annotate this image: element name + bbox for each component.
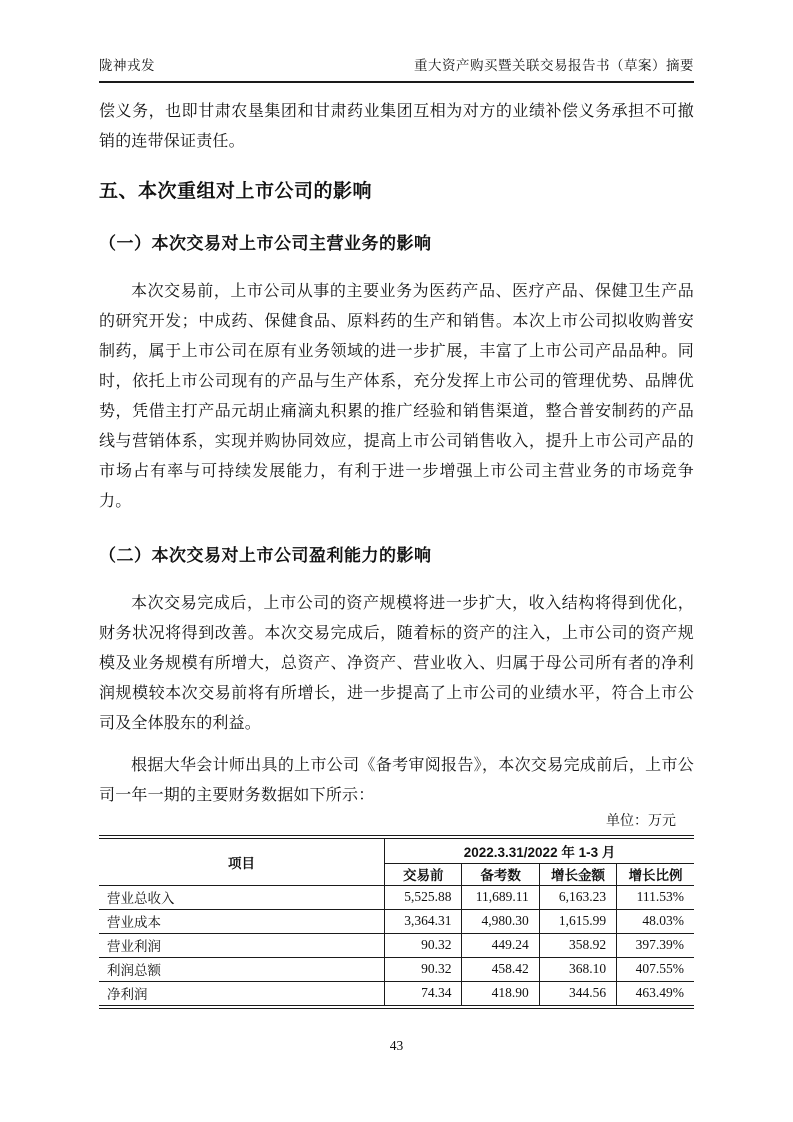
value-cell: 463.49% (617, 981, 694, 1005)
value-cell: 74.34 (385, 981, 462, 1005)
subsection-2-paragraph-2: 根据大华会计师出具的上市公司《备考审阅报告》，本次交易完成前后，上市公司一年一期的主要财务数据如下所示： (99, 757, 694, 804)
value-cell: 458.42 (462, 957, 539, 981)
table-row (99, 981, 694, 1005)
item-cell: 净利润 (99, 981, 385, 1005)
value-cell: 90.32 (385, 957, 462, 981)
value-cell: 4,980.30 (462, 909, 539, 933)
value-cell: 90.32 (385, 933, 462, 957)
subsection-1-heading: （一）本次交易对上市公司主营业务的影响 (99, 234, 432, 253)
section-heading: 五、本次重组对上市公司的影响 (99, 181, 373, 202)
financial-table (99, 839, 694, 1005)
value-cell: 111.53% (617, 885, 694, 909)
value-cell: 3,364.31 (385, 909, 462, 933)
content-area (99, 0, 694, 1009)
value-cell: 5,525.88 (385, 885, 462, 909)
carryover-paragraph: 偿义务，也即甘肃农垦集团和甘肃药业集团互相为对方的业绩补偿义务承担不可撤销的连带保证责任。 (99, 103, 694, 150)
column-header-proforma: 备考数 (462, 863, 539, 885)
column-header-growth-amount: 增长金额 (539, 863, 616, 885)
table-header-row-1 (99, 839, 694, 863)
item-cell: 营业成本 (99, 909, 385, 933)
table-row (99, 909, 694, 933)
subsection-2-heading: （二）本次交易对上市公司盈利能力的影响 (99, 546, 432, 565)
table-row (99, 885, 694, 909)
item-column-header: 项目 (99, 839, 385, 885)
value-cell: 407.55% (617, 957, 694, 981)
column-header-pre-deal: 交易前 (385, 863, 462, 885)
value-cell: 358.92 (539, 933, 616, 957)
value-cell: 449.24 (462, 933, 539, 957)
period-column-header: 2022.3.31/2022 年 1-3 月 (385, 839, 694, 863)
item-cell: 利润总额 (99, 957, 385, 981)
value-cell: 418.90 (462, 981, 539, 1005)
value-cell: 6,163.23 (539, 885, 616, 909)
header-company-name: 陇神戎发 (99, 58, 155, 73)
page-number: 43 (389, 1038, 404, 1053)
value-cell: 368.10 (539, 957, 616, 981)
column-header-growth-ratio: 增长比例 (617, 863, 694, 885)
value-cell: 397.39% (617, 933, 694, 957)
table-row (99, 933, 694, 957)
item-cell: 营业利润 (99, 933, 385, 957)
value-cell: 1,615.99 (539, 909, 616, 933)
value-cell: 11,689.11 (462, 885, 539, 909)
value-cell: 344.56 (539, 981, 616, 1005)
subsection-1-paragraph: 本次交易前，上市公司从事的主要业务为医药产品、医疗产品、保健卫生产品的研究开发；中成药、保健食品、原料药的生产和销售。本次上市公司拟收购普安制药，属于上市公司在原有业务领域的进一步扩展，丰富了上市公司产品品种。同时，依托上市公司现有的产品与生产体系，充分发挥上市公司的管理优势、品牌优势，凭借主打产品元胡止痛滴丸积累的推广经验和销售渠道，整合普安制药的产品线与营销体系，实现并购协同效应，提高上市公司销售收入，提升上市公司产品的市场占有率与可持续发展能力，有利于进一步增强上市公司主营业务的市场竞争力。 (99, 283, 694, 510)
financial-table-wrapper (99, 835, 694, 1009)
header-document-title: 重大资产购买暨关联交易报告书（草案）摘要 (414, 58, 694, 73)
value-cell: 48.03% (617, 909, 694, 933)
item-cell: 营业总收入 (99, 885, 385, 909)
table-unit-note: 单位：万元 (606, 814, 676, 829)
subsection-2-paragraph-1: 本次交易完成后，上市公司的资产规模将进一步扩大，收入结构将得到优化，财务状况将得到改善。本次交易完成后，随着标的资产的注入，上市公司的资产规模及业务规模有所增大，总资产、净资产、营业收入、归属于母公司所有者的净利润规模较本次交易前将有所增长，进一步提高了上市公司的业绩水平，符合上市公司及全体股东的利益。 (99, 595, 694, 732)
table-row (99, 957, 694, 981)
running-header (99, 54, 694, 83)
